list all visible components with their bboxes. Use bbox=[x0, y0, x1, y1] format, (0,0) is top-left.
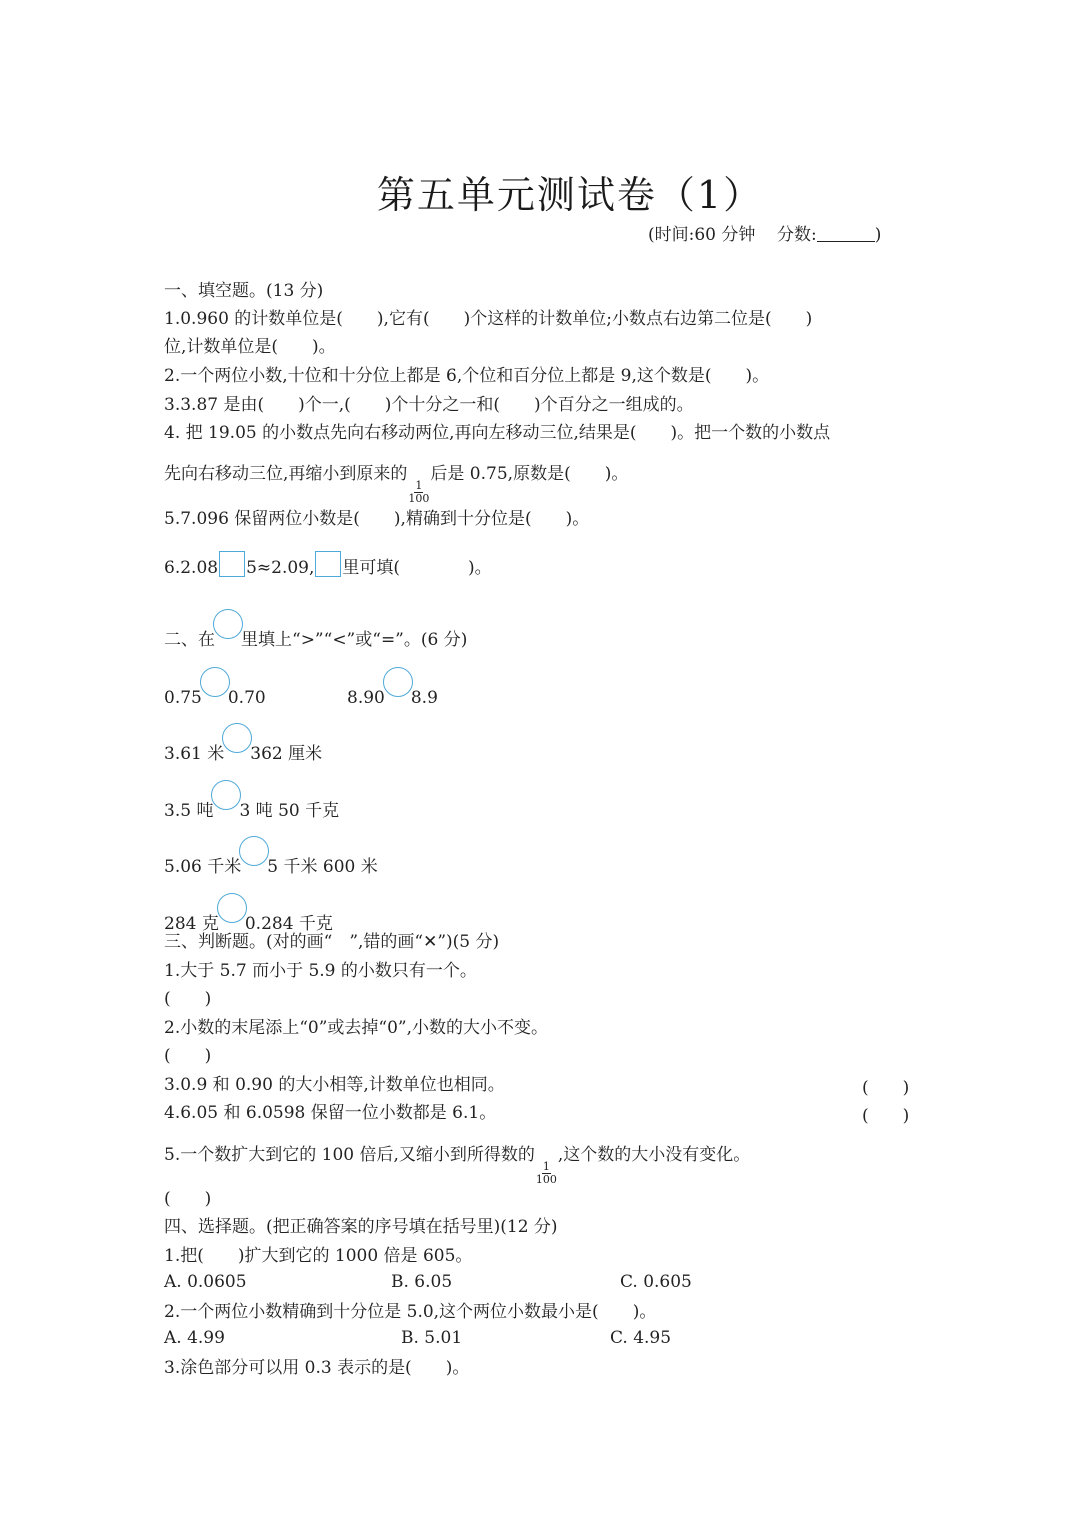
score-blank bbox=[817, 225, 875, 242]
s2-row-1b: 8.90 8.9 bbox=[347, 667, 438, 710]
fraction-1-100: $\frac{1}{100}$ bbox=[408, 479, 430, 505]
section-2-heading: 二、在 里填上“>”“<”或“=”。(6 分) bbox=[164, 609, 467, 652]
compare-circle[interactable] bbox=[239, 836, 269, 866]
s4-q1-option-c[interactable]: C. 0.605 bbox=[620, 1272, 692, 1292]
s4-q2-option-c[interactable]: C. 4.95 bbox=[610, 1328, 672, 1348]
section-3-heading: 三、判断题。(对的画“ ”,错的画“✕”)(5 分) bbox=[164, 932, 500, 952]
compare-circle[interactable] bbox=[200, 667, 230, 697]
compare-circle[interactable] bbox=[217, 893, 247, 923]
s1-q5: 5.7.096 保留两位小数是( ),精确到十分位是( )。 bbox=[164, 509, 590, 529]
s2-row-4: 5.06 千米 5 千米 600 米 bbox=[164, 836, 378, 879]
s4-q1-option-a[interactable]: A. 0.0605 bbox=[164, 1272, 247, 1292]
s1-q4-line2: 先向右移动三位,再缩小到原来的 $\frac{1}{100}$ 后是 0.75,原数是( )。 bbox=[164, 464, 629, 505]
s4-q1-option-b[interactable]: B. 6.05 bbox=[391, 1272, 453, 1292]
fraction-1-100: $\frac{1}{100}$ bbox=[535, 1160, 557, 1186]
section-4-heading: 四、选择题。(把正确答案的序号填在括号里)(12 分) bbox=[164, 1217, 558, 1237]
s1-q2: 2.一个两位小数,十位和十分位上都是 6,个位和百分位上都是 9,这个数是( )。 bbox=[164, 366, 770, 386]
s3-q5: 5.一个数扩大到它的 100 倍后,又缩小到所得数的 $\frac{1}{100}$ ,这个数的大小没有变化。 bbox=[164, 1145, 751, 1186]
s1-q3: 3.3.87 是由( )个一,( )个十分之一和( )个百分之一组成的。 bbox=[164, 395, 694, 415]
s2-row-1: 0.75 0.70 bbox=[164, 667, 266, 710]
s4-q2-option-a[interactable]: A. 4.99 bbox=[164, 1328, 225, 1348]
answer-square-ref bbox=[315, 551, 341, 577]
compare-circle[interactable] bbox=[211, 780, 241, 810]
section-1-heading: 一、填空题。(13 分) bbox=[164, 281, 324, 301]
s4-q1: 1.把( )扩大到它的 1000 倍是 605。 bbox=[164, 1246, 473, 1266]
compare-circle[interactable] bbox=[222, 723, 252, 753]
s3-q4: 4.6.05 和 6.0598 保留一位小数都是 6.1。 bbox=[164, 1103, 497, 1123]
exam-meta: (时间:60 分钟 分数: ) bbox=[648, 225, 882, 245]
compare-circle[interactable] bbox=[383, 667, 413, 697]
s4-q2: 2.一个两位小数精确到十分位是 5.0,这个两位小数最小是( )。 bbox=[164, 1302, 657, 1322]
s1-q4-line1: 4. 把 19.05 的小数点先向右移动两位,再向左移动三位,结果是( )。把一个数的小数点 bbox=[164, 423, 831, 443]
s2-row-3: 3.5 吨 3 吨 50 千克 bbox=[164, 780, 339, 823]
s3-q1: 1.大于 5.7 而小于 5.9 的小数只有一个。 bbox=[164, 961, 477, 981]
page-title: 第五单元测试卷（1） bbox=[376, 173, 764, 217]
answer-square[interactable] bbox=[219, 551, 245, 577]
s3-q2: 2.小数的末尾添上“0”或去掉“0”,小数的大小不变。 bbox=[164, 1018, 549, 1038]
s1-q1-line2: 位,计数单位是( )。 bbox=[164, 337, 336, 357]
s4-q2-option-b[interactable]: B. 5.01 bbox=[401, 1328, 463, 1348]
s1-q1-line1: 1.0.960 的计数单位是( ),它有( )个这样的计数单位;小数点右边第二位是( ) bbox=[164, 309, 813, 329]
time-info: (时间:60 分钟 bbox=[648, 225, 756, 245]
compare-circle-icon bbox=[213, 609, 243, 639]
s3-q4-answer[interactable]: ( ) bbox=[862, 1106, 910, 1126]
s3-q3: 3.0.9 和 0.90 的大小相等,计数单位也相同。 bbox=[164, 1075, 505, 1095]
s4-q3: 3.涂色部分可以用 0.3 表示的是( )。 bbox=[164, 1358, 470, 1378]
s3-q1-answer[interactable]: ( ) bbox=[164, 989, 212, 1009]
s1-q6: 6.2.08 5≈2.09, 里可填( )。 bbox=[164, 551, 492, 580]
s3-q3-answer[interactable]: ( ) bbox=[862, 1078, 910, 1098]
s3-q2-answer[interactable]: ( ) bbox=[164, 1046, 212, 1066]
s2-row-2: 3.61 米 362 厘米 bbox=[164, 723, 322, 766]
s2-row-5: 284 克 0.284 千克 bbox=[164, 893, 333, 936]
score-label: 分数: bbox=[777, 225, 817, 245]
s3-q5-answer[interactable]: ( ) bbox=[164, 1189, 212, 1209]
